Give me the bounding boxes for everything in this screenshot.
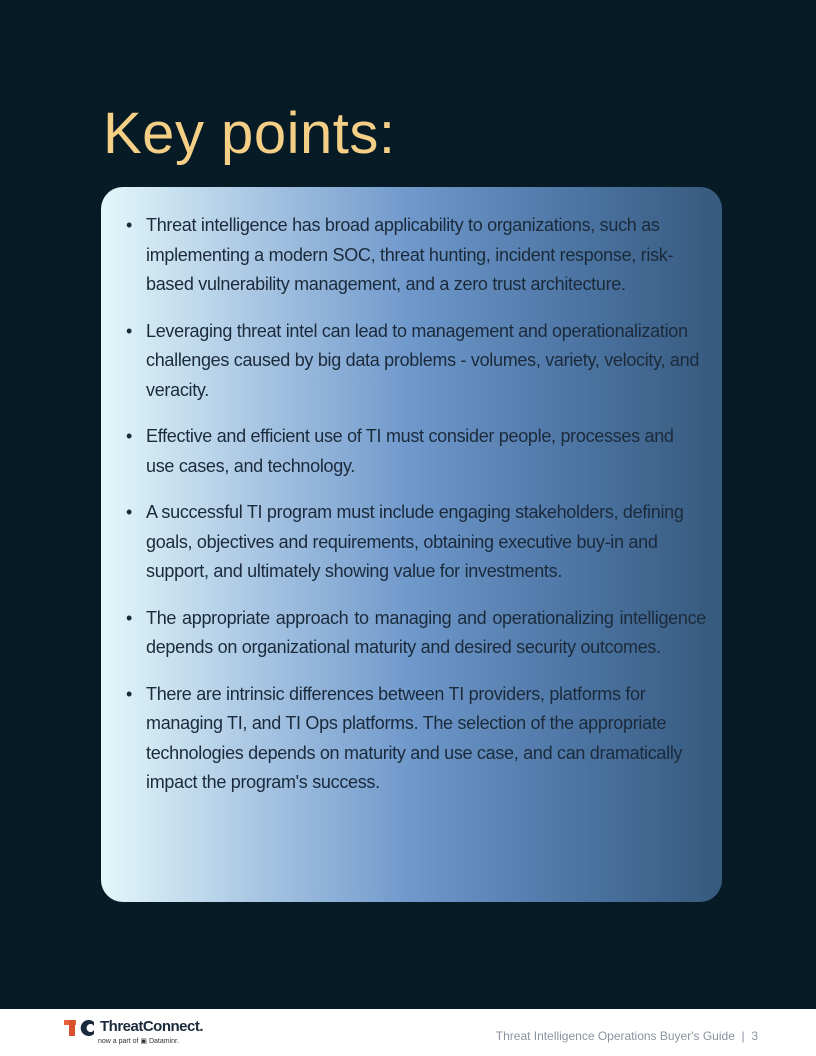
list-item xyxy=(101,211,722,300)
bullet-icon: • xyxy=(126,683,133,704)
brand-name: ThreatConnect. xyxy=(100,1018,204,1035)
list-item xyxy=(101,498,722,587)
list-item-text: The appropriate approach to managing and operationalizing intelligence depends on organizational maturity and desired security outcomes. xyxy=(146,607,706,657)
threatconnect-logo-icon xyxy=(64,1020,96,1036)
list-item xyxy=(101,680,722,798)
list-item-text: Leveraging threat intel can lead to management and operationalization challenges caused by big data problems - volumes, variety, velocity, and veracity. xyxy=(146,320,700,400)
list-item-text: Effective and efficient use of TI must consider people, processes and use cases, and technology. xyxy=(146,426,674,476)
list-item xyxy=(101,422,722,481)
list-item-text: A successful TI program must include engaging stakeholders, defining goals, objectives and requirements, obtaining executive buy-in and support, and ultimately showing value for investments. xyxy=(146,502,684,581)
list-item-text: There are intrinsic differences between TI providers, platforms for managing TI, and TI Ops platforms. The selection of the appropriate technologies depends on maturity and use case, and can dramatically impact the program's success. xyxy=(146,683,683,792)
list-item xyxy=(101,604,722,663)
bullet-icon: • xyxy=(126,215,133,235)
list-item-text: Threat intelligence has broad applicability to organizations, such as implementing a modern SOC, threat hunting, incident response, risk-based vulnerability management, and a zero trust architecture. xyxy=(146,215,674,294)
bullet-icon: • xyxy=(126,426,133,446)
bullet-icon: • xyxy=(126,502,133,522)
key-points-list xyxy=(101,211,722,815)
threatconnect-logo xyxy=(64,1018,214,1048)
brand-subtitle: now a part of ▣ Dataminr. xyxy=(98,1038,179,1045)
bullet-icon: • xyxy=(126,607,133,628)
footer-guide-title: Threat Intelligence Operations Buyer's Guide | 3 xyxy=(495,1029,758,1043)
bullet-icon: • xyxy=(126,320,133,341)
list-item xyxy=(101,317,722,406)
page-title: Key points: xyxy=(103,101,396,166)
key-points-panel xyxy=(101,187,722,902)
